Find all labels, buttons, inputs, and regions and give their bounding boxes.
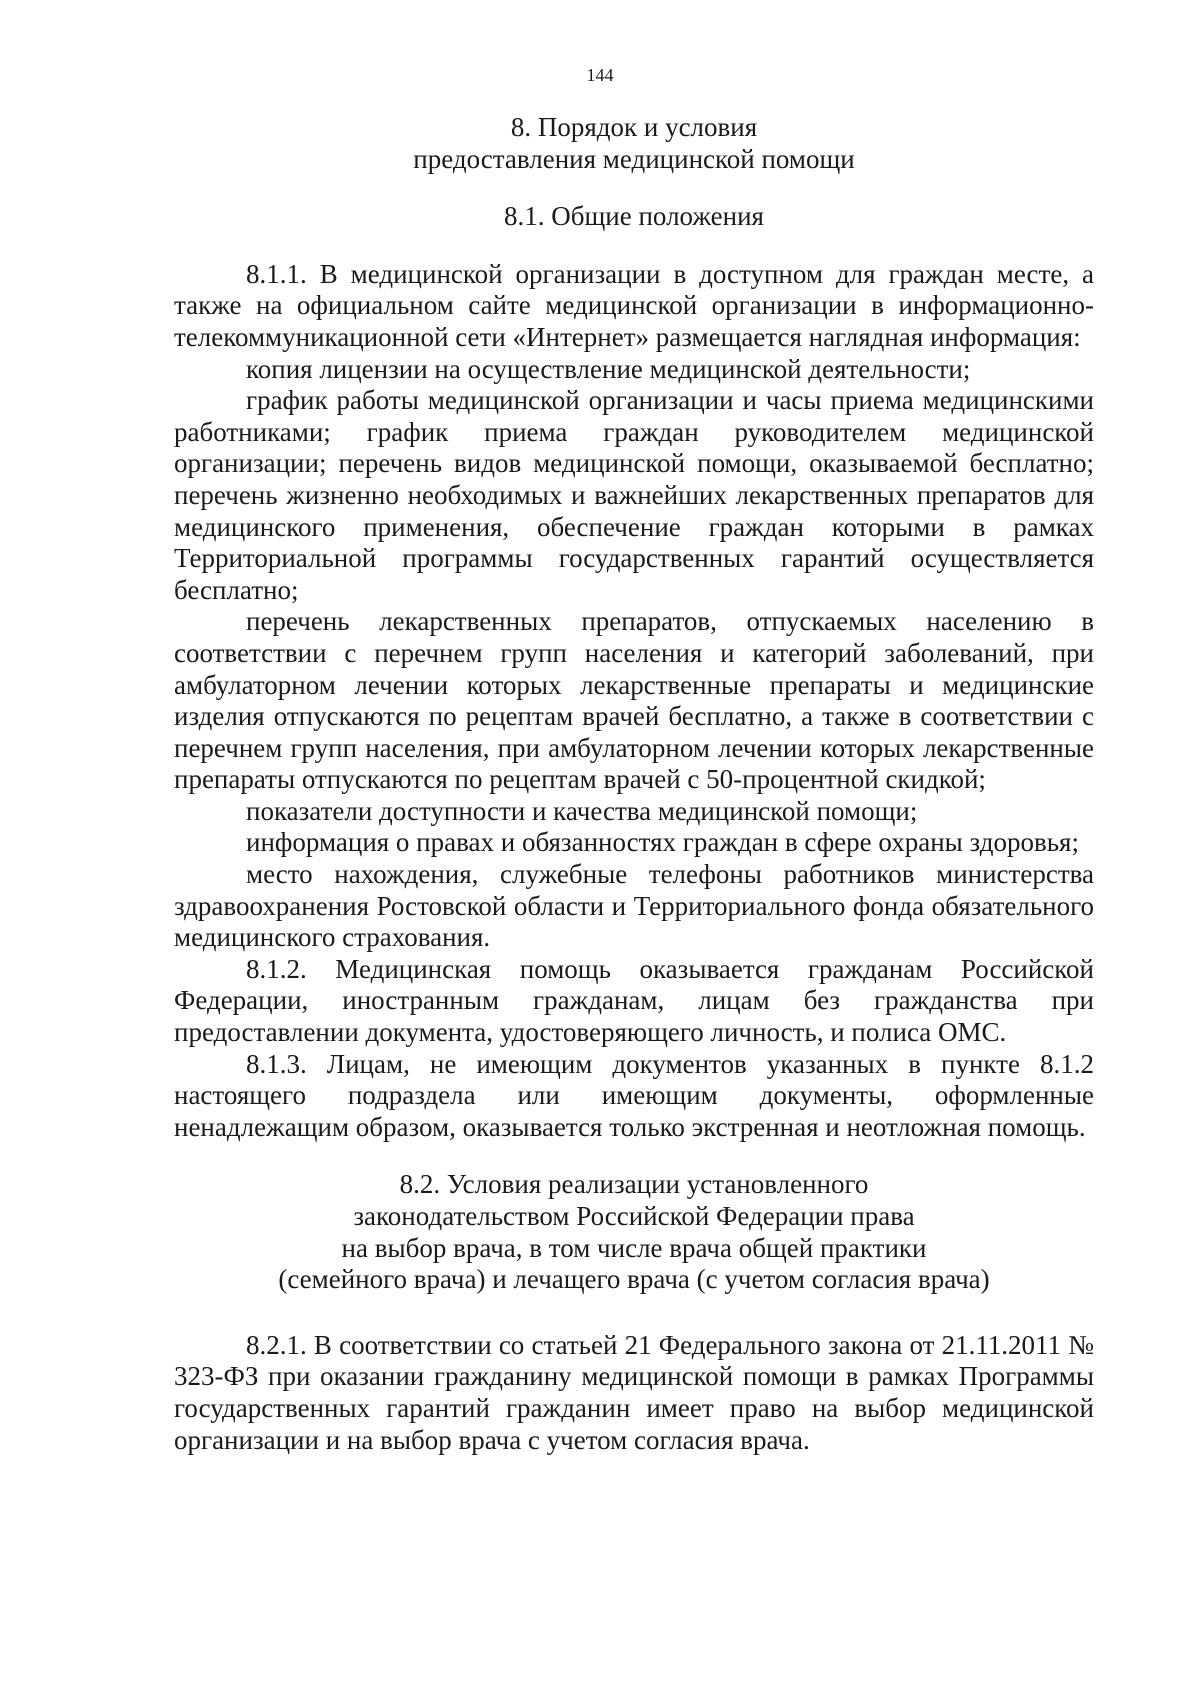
section-8-title-line-2: предоставления медицинской помощи: [413, 143, 855, 174]
paragraph-8-1-3: 8.1.3. Лицам, не имеющим документов указанных в пункте 8.1.2 настоящего подраздела или имеющим документы, оформленные ненадлежащим образом, оказывается только экстренная и неотложная помощь.: [174, 1048, 1094, 1142]
page-content: [174, 112, 1094, 1456]
section-8-2-title-line-2: законодательством Российской Федерации права: [353, 1201, 915, 1231]
paragraph-work-schedule: график работы медицинской организации и часы приема медицинскими работниками; график приема граждан руководителем медицинской организации; перечень видов медицинской помощи, оказываемой бесплатно; перечень жизненно необходимых и важнейших лекарственных препаратов для медицинского применения, обеспечение граждан которыми в рамках Территориальной программы государственных гарантий осуществляется бесплатно;: [174, 385, 1094, 605]
section-8-1-heading: [174, 201, 1094, 233]
page-number: 144: [586, 65, 614, 85]
section-8-2-title-line-3: на выбор врача, в том числе врача общей практики: [341, 1232, 927, 1263]
paragraph-8-1-1: 8.1.1. В медицинской организации в доступном для граждан месте, а также на официальном сайте медицинской организации в информационно-телекоммуникационной сети «Интернет» размещается наглядная информация:: [174, 258, 1094, 352]
section-8-1-title: 8.1. Общие положения: [504, 201, 764, 232]
paragraph-contacts: место нахождения, служебные телефоны работников министерства здравоохранения Ростовской области и Территориального фонда обязательного медицинского страхования.: [174, 859, 1094, 953]
paragraph-8-2-1: 8.2.1. В соответствии со статьей 21 Федерального закона от 21.11.2011 № 323-ФЗ при оказании гражданину медицинской помощи в рамках Программы государственных гарантий гражданин имеет право на выбор медицинской организации и на выбор врача с учетом согласия врача.: [174, 1329, 1094, 1455]
paragraph-citizen-rights: информация о правах и обязанностях граждан в сфере охраны здоровья;: [246, 827, 1079, 858]
section-8-2-title-line-4: (семейного врача) и лечащего врача (с учетом согласия врача): [278, 1264, 990, 1295]
paragraph-8-1-2: 8.1.2. Медицинская помощь оказывается гражданам Российской Федерации, иностранным гражданам, лицам без гражданства при предоставлении документа, удостоверяющего личность, и полиса ОМС.: [174, 953, 1094, 1048]
paragraph-license-copy: копия лицензии на осуществление медицинской деятельности;: [246, 353, 971, 384]
section-8-2-title-line-1: 8.2. Условия реализации установленного: [399, 1169, 869, 1200]
section-8-heading: [174, 112, 1094, 175]
paragraph-drug-list: перечень лекарственных препаратов, отпускаемых населению в соответствии с перечнем групп населения и категорий заболеваний, при амбулаторном лечении которых лекарственные препараты и медицинские изделия отпускаются по рецептам врачей бесплатно, а также в соответствии с перечнем групп населения, при амбулаторном лечении которых лекарственные препараты отпускаются по рецептам врачей с 50-процентной скидкой;: [174, 606, 1094, 795]
paragraph-quality-indicators: показатели доступности и качества медицинской помощи;: [246, 795, 918, 826]
section-8-title-line-1: 8. Порядок и условия: [510, 112, 758, 142]
section-8-2-heading: [174, 1169, 1094, 1295]
